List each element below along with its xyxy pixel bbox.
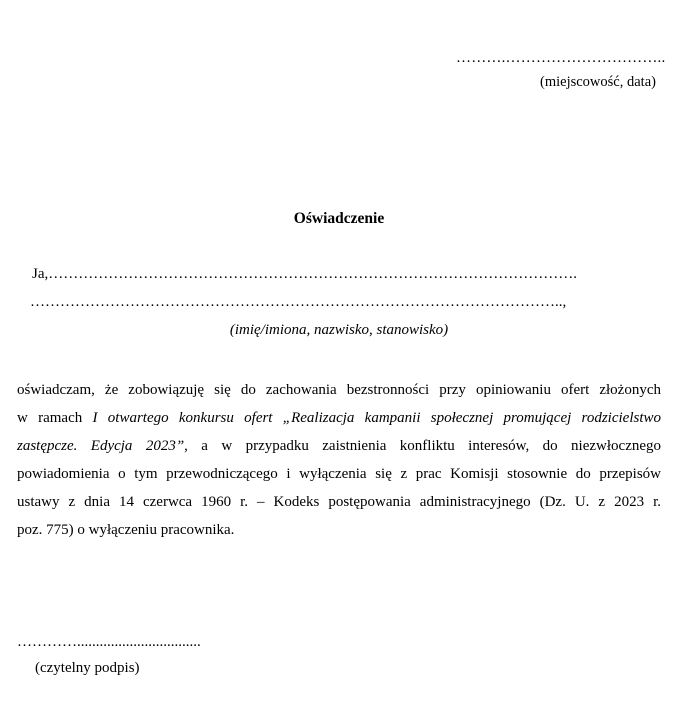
body-line-2-text: w ramach bbox=[17, 410, 93, 426]
signature-field: …………................................. bbox=[17, 634, 201, 650]
body-line-1: oświadczam, że zobowiązuję się do zachowania bezstronności przy opiniowaniu ofert złożonych bbox=[17, 382, 661, 398]
body-line-6: poz. 775) o wyłączeniu pracownika. bbox=[17, 522, 235, 538]
body-line-3 bbox=[17, 432, 661, 460]
body-line-5: ustawy z dnia 14 czerwca 1960 r. – Kodeks postępowania administracyjnego (Dz. U. z 2023 r. bbox=[17, 494, 661, 510]
contest-name-continued: zastępcze. Edycja 2023” bbox=[17, 438, 185, 454]
document-title: Oświadczenie bbox=[293, 210, 385, 227]
declaration-body bbox=[17, 376, 661, 544]
contest-name: I otwartego konkursu ofert „Realizacja kampanii społecznej promującej rodzicielstwo bbox=[92, 410, 662, 426]
declarant-name-line-2: …………………………………………………………………………………………….., bbox=[30, 294, 567, 310]
signature-caption: (czytelny podpis) bbox=[35, 660, 140, 676]
body-line-4: powiadomienia o tym przewodniczącego i wyłączenia się z prac Komisji stosownie do przepisów bbox=[17, 466, 661, 482]
place-date-field: ……….………………………….. bbox=[456, 50, 666, 66]
body-line-2 bbox=[17, 404, 661, 432]
body-line-3-text: , a w przypadku zaistnienia konfliktu interesów, do niezwłocznego bbox=[184, 438, 662, 454]
declarant-name-caption: (imię/imiona, nazwisko, stanowisko) bbox=[229, 322, 449, 338]
declarant-name-line-1: Ja,……………………………………………………………………………………………. bbox=[32, 266, 577, 282]
place-date-caption: (miejscowość, data) bbox=[540, 74, 656, 90]
